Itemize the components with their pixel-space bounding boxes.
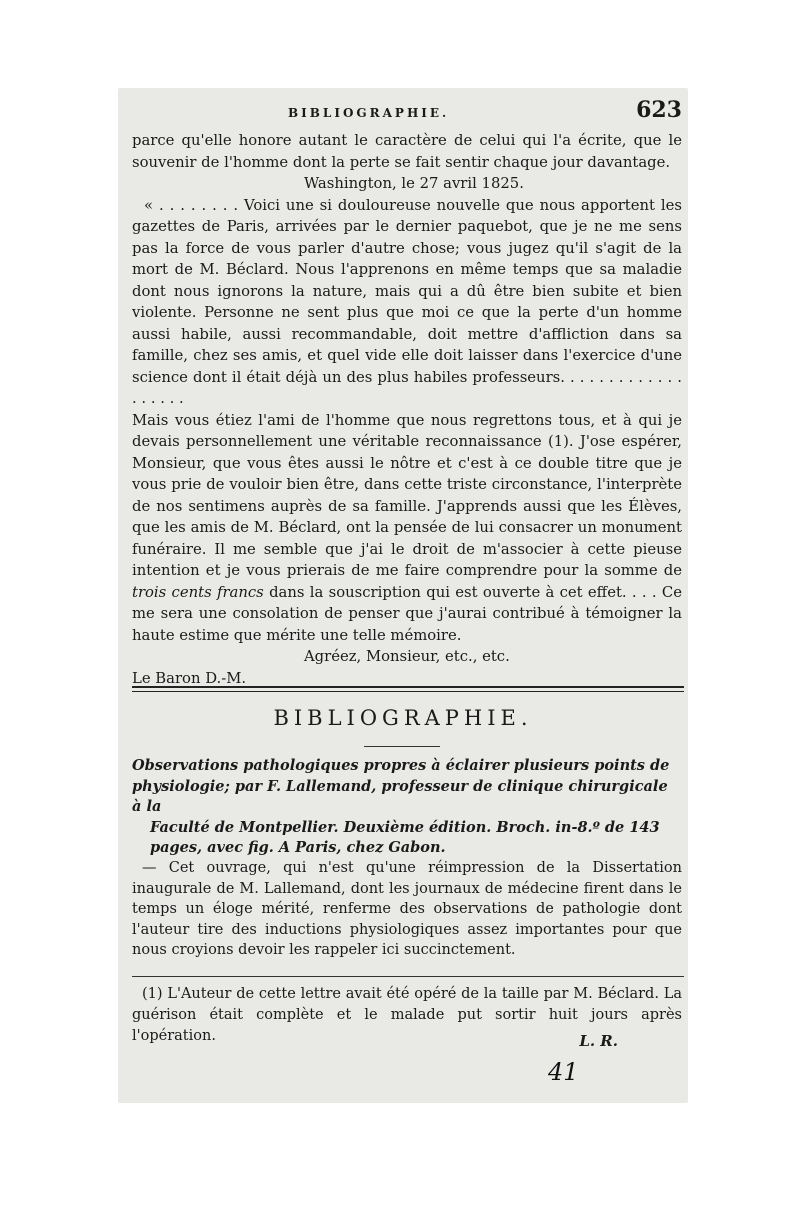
footnote-divider (132, 976, 684, 977)
footnote-text: (1) L'Auteur de cette lettre avait été opéré de la taille par M. Béclard. La guérison était complète et le malade put sortir huit jours après l'opération. (132, 986, 682, 1044)
section-title: BIBLIOGRAPHIE. (273, 706, 533, 730)
book-citation (132, 756, 682, 859)
book-page (118, 88, 688, 1103)
handwritten-note: 41 (548, 1058, 579, 1086)
book-citation-line-1: Observations pathologiques propres à éclairer plusieurs points de physiologie; par F. Lallemand, professeur de clinique chirurgicale à la (132, 757, 670, 815)
letter-paragraph-2a: Mais vous étiez l'ami de l'homme que nous regrettons tous, et à qui je devais personnellement une véritable reconnaissance (1). J'ose espérer, Monsieur, que vous êtes aussi le nôtre et c'est à ce double titre que je vous prie de vouloir bien être, dans cette triste circonstance, l'interprète de nos sentimens auprès de sa famille. J'apprends aussi que les Élèves, que les amis de M. Béclard, ont la pensée de lui consacrer un monument funéraire. Il me semble que j'ai le droit de m'associer à cette pieuse intention et je vous prierais de me faire comprendre pour la somme de (132, 411, 682, 579)
title-underline (364, 746, 440, 747)
letter-paragraph-2 (132, 410, 682, 647)
section-divider (132, 686, 684, 692)
review-text (132, 858, 682, 961)
book-citation-line-2: Faculté de Montpellier. Deuxième édition. Broch. in-8.º de 143 pages, avec fig. A Paris, chez Gabon. (150, 818, 660, 856)
review-paragraph: — Cet ouvrage, qui n'est qu'une réimpression de la Dissertation inaugurale de M. Lallemand, dont les journaux de médecine firent dans le temps un éloge mérité, renferme des observations de pathologie dont l'auteur tire des inductions physiologiques assez importantes pour que nous croyions devoir les rappeler ici succinctement. (132, 860, 682, 958)
letter-text (132, 130, 682, 689)
letter-intro: parce qu'elle honore autant le caractère de celui qui l'a écrite, que le souvenir de l'homme dont la perte se fait sentir chaque jour davantage. (132, 132, 682, 171)
letter-place-date: Washington, le 27 avril 1825. (304, 175, 524, 192)
letter-closing: Agréez, Monsieur, etc., etc. (304, 648, 510, 665)
letter-paragraph-1: « . . . . . . . . Voici une si douloureuse nouvelle que nous apportent les gazettes de Paris, arrivées par le dernier paquebot, que je ne me sens pas la force de vous parler d'autre chose; vous jugez qu'il s'agit de la mort de M. Béclard. Nous l'apprenons en même temps que sa maladie dont nous ignorons la nature, mais qui a dû être bien subite et bien violente. Personne ne sent plus que moi ce que la perte d'un homme aussi habile, aussi recommandable, doit mettre d'affliction dans sa famille, chez ses amis, et quel vide elle doit laisser dans l'exercice d'une science dont il était déjà un des plus habiles professeurs. . . . . . . . . . . . . . . . . . . (132, 196, 682, 407)
running-title: BIBLIOGRAPHIE. (288, 106, 450, 120)
page-number: 623 (636, 97, 682, 123)
letter-signature: Le Baron D.-M. (132, 669, 247, 687)
footnote-initials: L. R. (579, 1032, 618, 1050)
letter-amount: trois cents francs (132, 583, 264, 601)
letter-paragraph-2b: dans la souscription qui est ouverte à cet effet. . . . Ce me sera une consolation de penser que j'aurai contribué à témoigner la haute estime que mérite une telle mémoire. (132, 583, 683, 644)
